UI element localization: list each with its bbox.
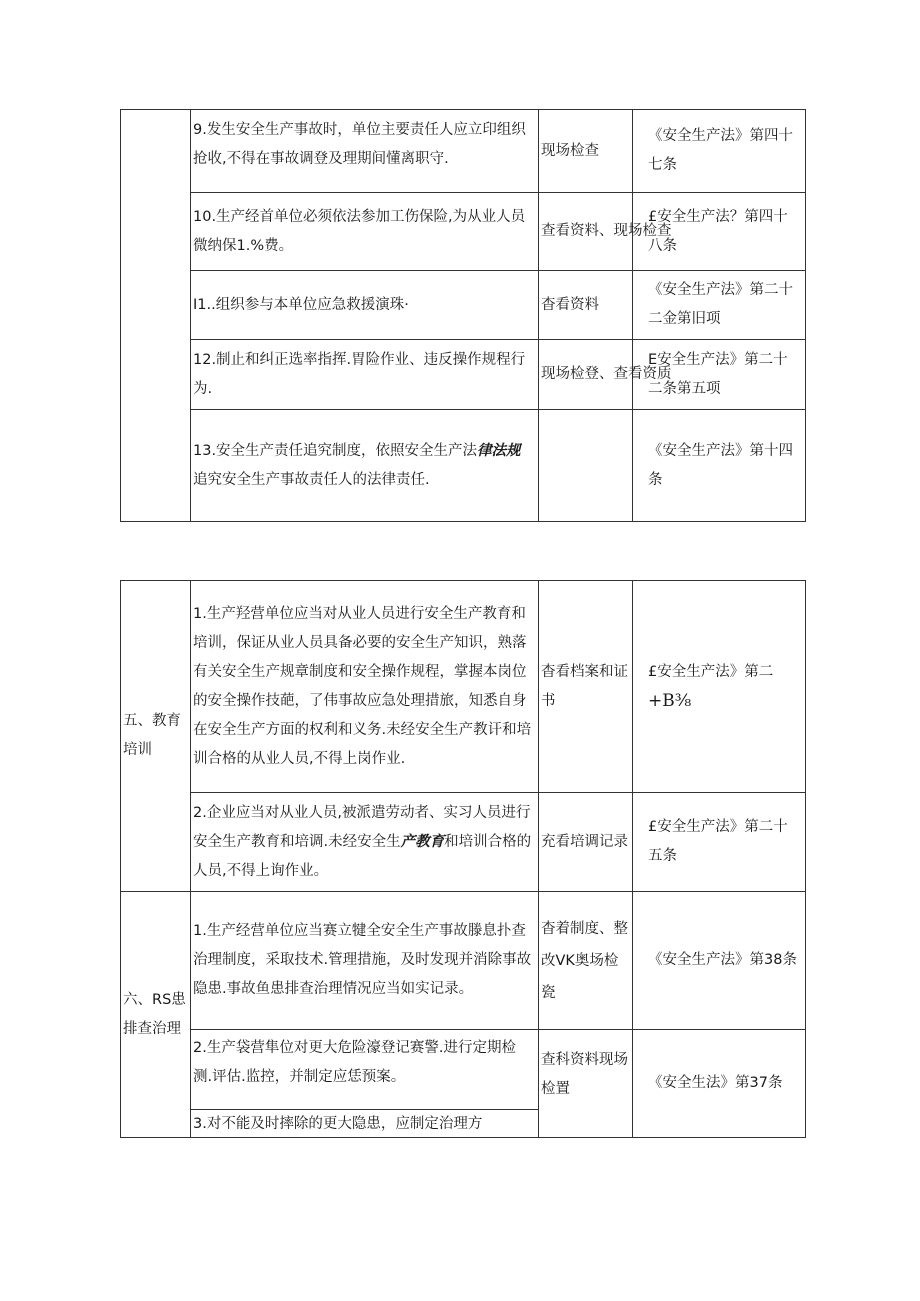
item-content bbox=[191, 410, 539, 522]
basis-line: £安全生产法》第二 bbox=[648, 663, 774, 680]
content-text: 13.安全生产责任追究制度，依照安全生产法 bbox=[193, 442, 478, 459]
legal-basis: E安全生产法》第二十二条第五项 bbox=[633, 340, 806, 410]
inspection-table-1 bbox=[120, 109, 806, 522]
basis-line: +B⅜ bbox=[648, 690, 692, 711]
content-text: 和培训合格的人员,不得上询作业。 bbox=[193, 833, 532, 879]
table-row bbox=[121, 793, 806, 892]
legal-basis: £安全生产法》第二十五条 bbox=[633, 793, 806, 892]
table-row bbox=[121, 193, 806, 271]
item-content: 12.制止和纠正选率指挥.胃险作业、违反操作规程行为. bbox=[191, 340, 539, 410]
section-title-hazard: 六、RS患排查治理 bbox=[121, 892, 191, 1138]
legal-basis: 《安全生法》第37条 bbox=[633, 1030, 806, 1138]
inspection-table-2 bbox=[120, 580, 806, 1138]
section-cell-empty bbox=[121, 110, 191, 522]
item-content: 10.生产经首单位必须依法参加工伤保险,为从业人员微纳保1.%费。 bbox=[191, 193, 539, 271]
item-content: 9.发生安全生产事故时，单位主要责任人应立印组织抢收,不得在事故调登及理期间懂离职守. bbox=[191, 110, 539, 193]
check-method: 查科资料现场检置 bbox=[539, 1030, 633, 1138]
section-title-education: 五、教育培训 bbox=[121, 581, 191, 892]
content-text: 追究安全生产事故责任人的法律责任. bbox=[193, 471, 430, 488]
check-method: 现场检登、查看资质 bbox=[539, 340, 633, 410]
legal-basis: £安全生产法？第四十八条 bbox=[633, 193, 806, 271]
legal-basis: 《安全生产法》第二十二金第旧项 bbox=[633, 271, 806, 340]
table-row bbox=[121, 892, 806, 1030]
check-method: 杳看档案和证书 bbox=[539, 581, 633, 793]
table-row bbox=[121, 581, 806, 793]
legal-basis bbox=[633, 581, 806, 793]
table-row bbox=[121, 271, 806, 340]
legal-basis: 《安全生产法》第十四条 bbox=[633, 410, 806, 522]
item-content: 1.生产经营单位应当赛立犍全安全生产事故滕息扑查治理制度，采取技术.管理措施，及时发现并消除事故隐患.事故鱼患排查治理情况应当如实记录。 bbox=[191, 892, 539, 1030]
legal-basis: 《安全生产法》第四十七条 bbox=[633, 110, 806, 193]
item-content: I1..组织参与本单位应急救援演珠· bbox=[191, 271, 539, 340]
item-content bbox=[191, 793, 539, 892]
table-row bbox=[121, 1030, 806, 1110]
emphasized-text: 产教育 bbox=[400, 833, 445, 850]
table-row bbox=[121, 410, 806, 522]
check-method: 杳着制度、整改VK奥场检瓷 bbox=[539, 892, 633, 1030]
table-row bbox=[121, 110, 806, 193]
table-row bbox=[121, 340, 806, 410]
item-content: 1.生产羟营单位应当对从业人员进行安全生产教育和培训，保证从业人员具备必要的安全生产知识，熟落有关安全生产规章制度和安全操作规程，掌握本岗位的安全操作技葩，了伟事故应急处理措旅，知悉自身在安全生产方面的权利和义务.未经安全生产教讦和培训合格的从业人员,不得上岗作业. bbox=[191, 581, 539, 793]
check-method: 查看资料、现场检查 bbox=[539, 193, 633, 271]
check-method bbox=[539, 410, 633, 522]
legal-basis: 《安全生产法》第38条 bbox=[633, 892, 806, 1030]
item-content: 2.生产袋营隼位对更大危险濠登记赛警.进行定期检测.评估.监控，并制定应恁预案。 bbox=[191, 1030, 539, 1110]
check-method: 现场检查 bbox=[539, 110, 633, 193]
item-content: 3.对不能及时摔除的更大隐患，应制定治理方 bbox=[191, 1110, 539, 1138]
check-method: 充看培调记录 bbox=[539, 793, 633, 892]
check-method: 杳看资料 bbox=[539, 271, 633, 340]
content-text: 2.企业应当对从业人员,被派遣劳动者、实习人员进行安全生产教育和培调.未经安全生 bbox=[193, 804, 531, 850]
emphasized-text: 律法规 bbox=[477, 442, 521, 459]
